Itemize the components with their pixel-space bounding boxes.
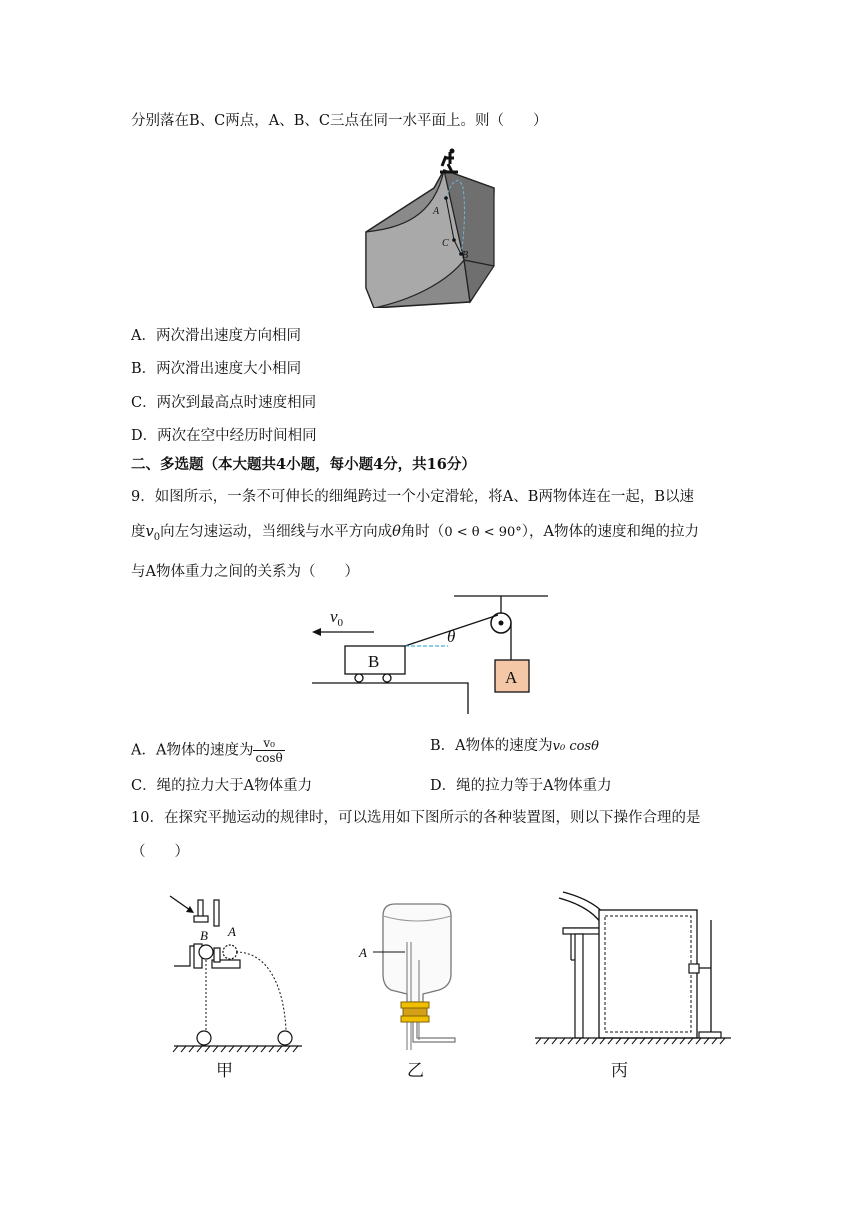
q9-line2-b: 向左匀速运动，当细线与水平方向成 — [160, 524, 393, 540]
q9-v0-symbol: $v_0$ — [145, 524, 161, 543]
yi-label-a: A — [359, 945, 367, 960]
q8-option-a: A．两次滑出速度方向相同 — [131, 328, 301, 344]
frac-numerator: v₀ — [253, 736, 284, 751]
q9-option-b — [430, 736, 599, 757]
q9-option-a — [131, 736, 285, 765]
q8-figure-ramp — [360, 148, 500, 308]
q10-line1: 10．在探究平抛运动的规律时，可以选用如下图所示的各种装置图，则以下操作合理的是 — [131, 810, 701, 826]
q9-line2-c: 角时（ — [400, 524, 445, 540]
jia-label-b: B — [200, 928, 208, 943]
skier-icon — [440, 149, 458, 173]
q10-figure-jia — [160, 890, 310, 1080]
q9-theta-symbol: θ — [392, 524, 401, 540]
q9-option-a-prefix: A．A物体的速度为 — [131, 742, 254, 759]
q9-option-d: D．绳的拉力等于A物体重力 — [430, 778, 612, 794]
fig-caption-yi: 乙 — [407, 1061, 424, 1080]
q9-option-b-prefix: B．A物体的速度为 — [430, 738, 553, 754]
q8-option-c: C．两次到最高点时速度相同 — [131, 395, 317, 411]
q10-figure-yi — [355, 890, 475, 1080]
frac-denominator: cosθ — [255, 751, 283, 765]
q10-line2: （ ） — [131, 844, 189, 860]
q9-option-c: C．绳的拉力大于A物体重力 — [131, 778, 313, 794]
q9-line2-d: ），A物体的速度和绳的拉力 — [521, 524, 700, 540]
block-a-label: A — [505, 668, 518, 687]
q9-line1: 9．如图所示，一条不可伸长的细绳跨过一个小定滑轮，将A、B两物体连在一起，B以速 — [131, 489, 695, 505]
section2-heading: 二、多选题（本大题共4小题，每小题4分，共16分） — [131, 456, 476, 473]
q9-line2 — [131, 522, 699, 548]
fig-caption-jia: 甲 — [216, 1061, 233, 1080]
fig-caption-bing: 丙 — [611, 1061, 628, 1080]
q9-figure-pulley — [308, 590, 553, 720]
jia-label-a: A — [228, 924, 236, 939]
q10-figure-bing — [535, 890, 735, 1080]
theta-label: θ — [447, 627, 456, 646]
q8-stem-tail: 分别落在B、C两点，A、B、C三点在同一水平面上。则（ ） — [131, 113, 548, 129]
q8-label-b: B — [462, 250, 469, 261]
q9-line3: 与A物体重力之间的关系为（ ） — [131, 564, 359, 580]
v0-label: $v_0$ — [330, 607, 344, 629]
q9-angle-range: 0 < θ < 90° — [444, 525, 522, 540]
q9-option-b-expr: v₀ cosθ — [552, 739, 599, 754]
q8-option-d: D．两次在空中经历时间相同 — [131, 428, 317, 444]
q8-label-c: C — [442, 238, 449, 249]
block-b-label: B — [368, 652, 380, 671]
q9-line2-a: 度 — [131, 524, 146, 540]
q8-option-b: B．两次滑出速度大小相同 — [131, 361, 302, 377]
q9-option-a-fraction — [253, 736, 284, 765]
q8-label-a: A — [433, 206, 440, 217]
